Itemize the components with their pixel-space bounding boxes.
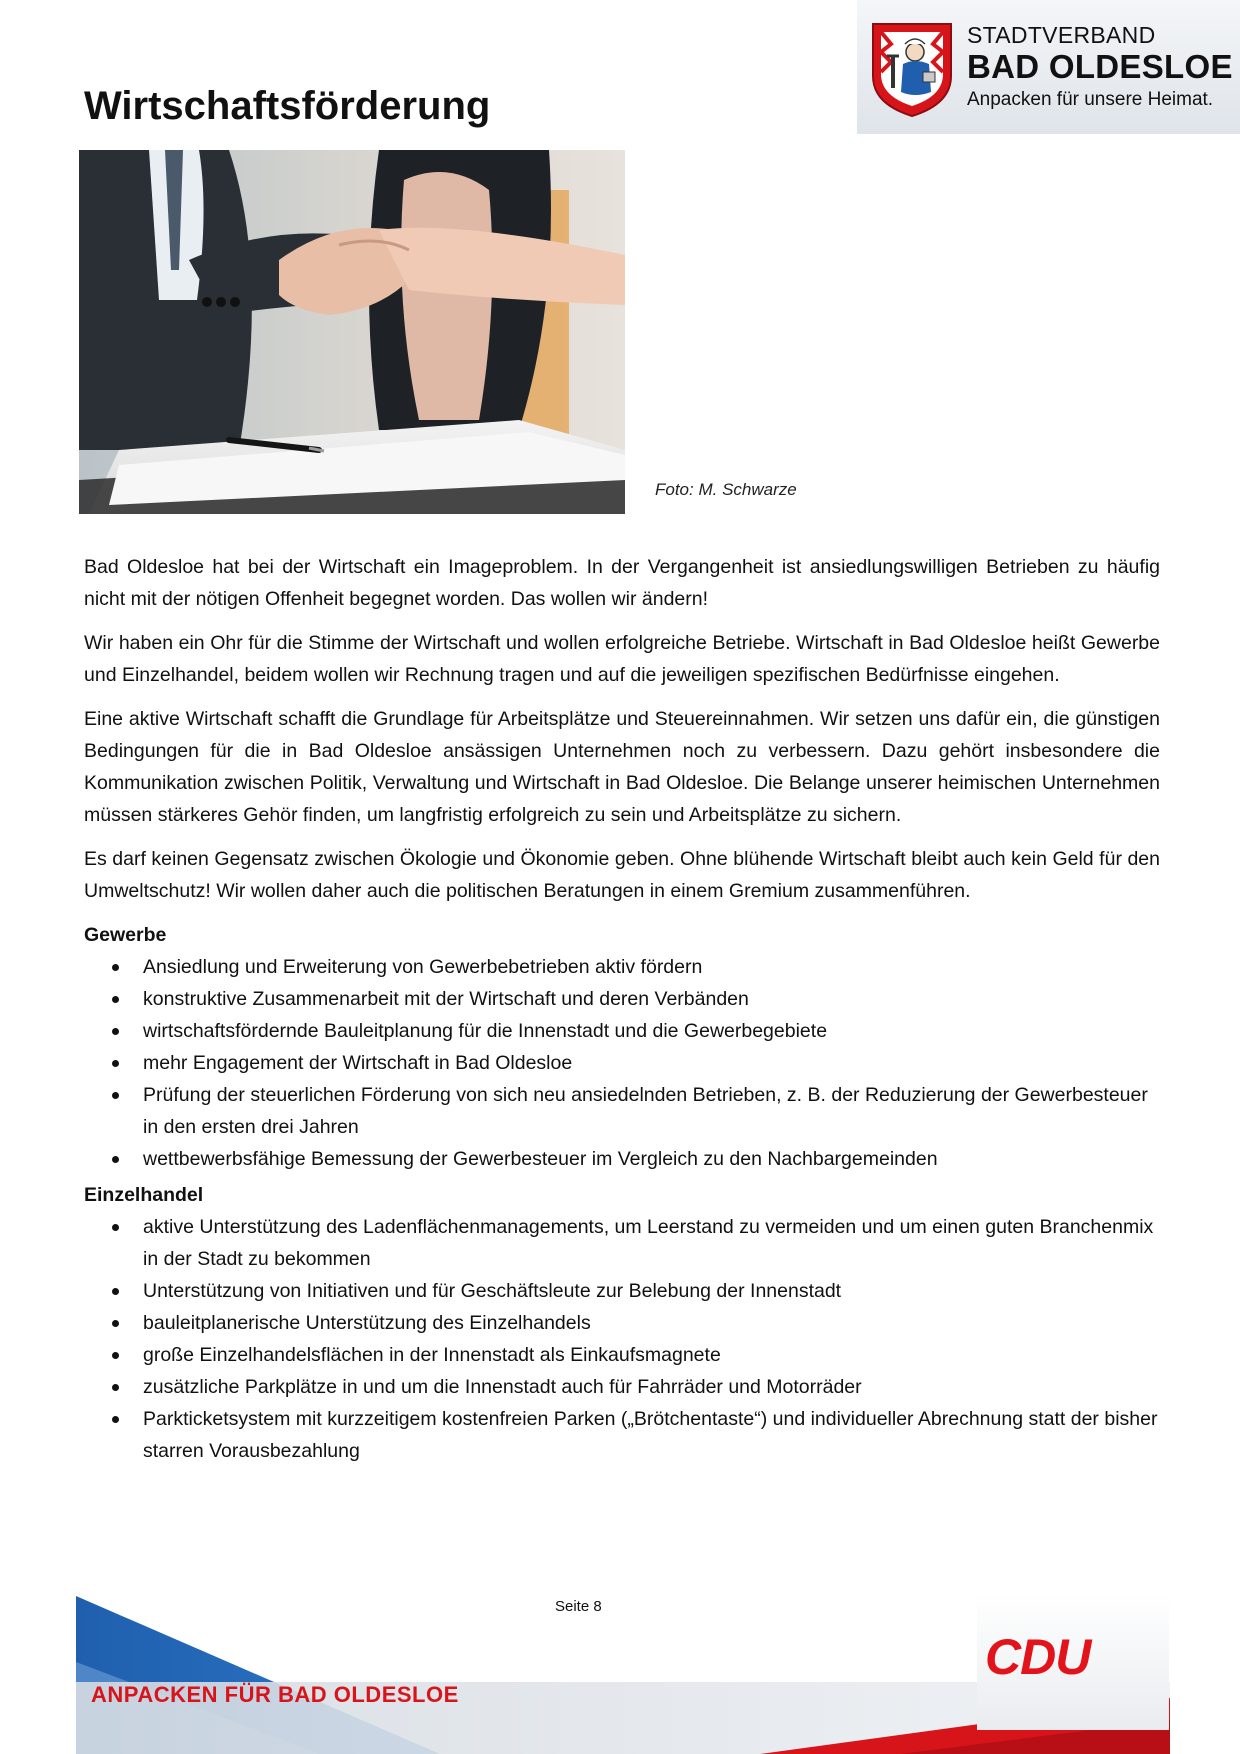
list-item: bauleitplanerische Unterstützung des Einzelhandels	[84, 1307, 1160, 1339]
list-item: mehr Engagement der Wirtschaft in Bad Oldesloe	[84, 1047, 1160, 1079]
handshake-photo	[79, 150, 625, 514]
body-paragraph: Bad Oldesloe hat bei der Wirtschaft ein Imageproblem. In der Vergangenheit ist ansiedlungswilligen Betrieben zu häufig nicht mit der nötigen Offenheit begegnet worden. Das wollen wir ändern!	[84, 556, 1160, 610]
page-number: Seite 8	[555, 1598, 602, 1615]
coat-of-arms-icon	[871, 22, 953, 118]
photo-credit: Foto: M. Schwarze	[655, 480, 797, 499]
list-item: Prüfung der steuerlichen Förderung von sich neu ansiedelnden Betrieben, z. B. der Reduzierung der Gewerbesteuer in den ersten drei Jahren	[84, 1079, 1160, 1143]
org-name-label: BAD OLDESLOE	[967, 48, 1233, 85]
gewerbe-list	[84, 951, 1160, 1175]
list-item: Unterstützung von Initiativen und für Geschäftsleute zur Belebung der Innenstadt	[84, 1275, 1160, 1307]
list-item: wirtschaftsfördernde Bauleitplanung für die Innenstadt und die Gewerbegebiete	[84, 1015, 1160, 1047]
einzelhandel-list	[84, 1211, 1160, 1467]
list-item: große Einzelhandelsflächen in der Innenstadt als Einkaufsmagnete	[84, 1339, 1160, 1371]
body-paragraph: Wir haben ein Ohr für die Stimme der Wirtschaft und wollen erfolgreiche Betriebe. Wirtschaft in Bad Oldesloe heißt Gewerbe und Einzelhandel, beidem wollen wir Rechnung tragen und auf die jeweiligen spezifischen Bedürfnisse eingehen.	[84, 632, 1160, 686]
list-item: konstruktive Zusammenarbeit mit der Wirtschaft und deren Verbänden	[84, 983, 1160, 1015]
list-item: Ansiedlung und Erweiterung von Gewerbebetrieben aktiv fördern	[84, 951, 1160, 983]
article-body	[84, 551, 1160, 1471]
cdu-logo-box	[977, 1594, 1169, 1730]
section-heading-einzelhandel: Einzelhandel	[84, 1184, 204, 1206]
section-heading-gewerbe: Gewerbe	[84, 924, 167, 946]
list-item: zusätzliche Parkplätze in und um die Innenstadt auch für Fahrräder und Motorräder	[84, 1371, 1160, 1403]
org-tagline: Anpacken für unsere Heimat.	[967, 89, 1214, 110]
footer-slogan: ANPACKEN FÜR BAD OLDESLOE	[91, 1682, 459, 1707]
body-paragraph: Eine aktive Wirtschaft schafft die Grundlage für Arbeitsplätze und Steuereinnahmen. Wir setzen uns dafür ein, die günstigen Bedingungen für die in Bad Oldesloe ansässigen Unternehmen noch zu verbessern. Dazu gehört insbesondere die Kommunikation zwischen Politik, Verwaltung und Wirtschaft in Bad Oldesloe. Die Belange unserer heimischen Unternehmen müssen stärkeres Gehör finden, um langfristig erfolgreich zu sein und Arbeitsplätze zu sichern.	[84, 708, 1160, 826]
stadtverband-logo	[857, 0, 1240, 134]
list-item: Parkticketsystem mit kurzzeitigem kostenfreien Parken („Brötchentaste“) und individueller Abrechnung statt der bisher starren Vorausbezahlung	[84, 1403, 1160, 1467]
list-item: wettbewerbsfähige Bemessung der Gewerbesteuer im Vergleich zu den Nachbargemeinden	[84, 1143, 1160, 1175]
body-paragraph: Es darf keinen Gegensatz zwischen Ökologie und Ökonomie geben. Ohne blühende Wirtschaft bleibt auch kein Geld für den Umweltschutz! Wir wollen daher auch die politischen Beratungen in einem Gremium zusammenführen.	[84, 848, 1160, 902]
list-item: aktive Unterstützung des Ladenflächenmanagements, um Leerstand zu vermeiden und um einen guten Branchenmix in der Stadt zu bekommen	[84, 1211, 1160, 1275]
page-title: Wirtschaftsförderung	[84, 84, 491, 128]
org-type-label: STADTVERBAND	[967, 22, 1156, 48]
cdu-logo: CDU	[985, 1629, 1091, 1685]
